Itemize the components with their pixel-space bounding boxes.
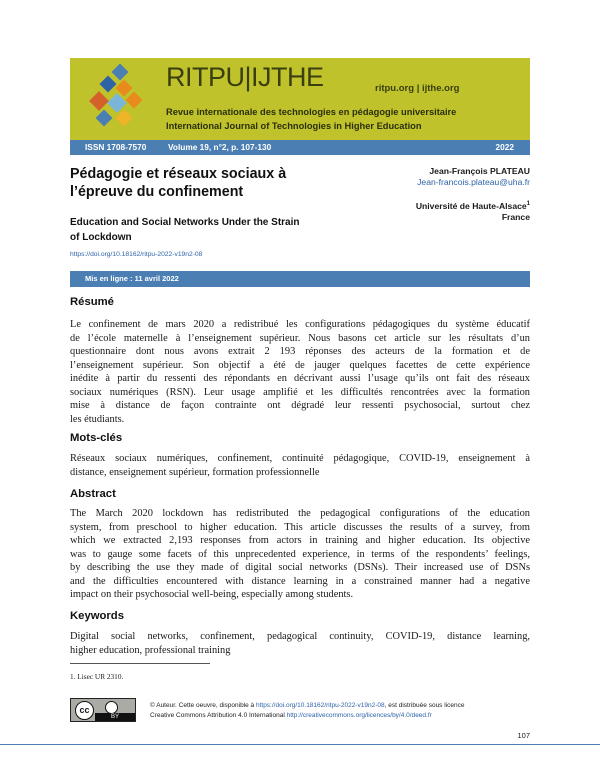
tagline-en: International Journal of Technologies in Higher Education bbox=[166, 121, 422, 131]
issn: ISSN 1708-7570 bbox=[85, 142, 147, 152]
text-line: by describing the use they made of digital social networks (DSNs). Their increased use of DSNs bbox=[70, 562, 530, 573]
text-line: and the difficulties encountered with distance learning in a constrained manner had a negative bbox=[70, 575, 530, 587]
text-line: system, from preschool to higher education. This article discusses the results of a survey, from bbox=[70, 521, 530, 533]
cc-circle: cc bbox=[75, 701, 94, 720]
text-line: distance, enseignement supérieur, formation professionnelle bbox=[70, 466, 320, 478]
text-line: les étudiants. bbox=[70, 413, 125, 425]
text-line: l’enseignement supérieur. Son objectif a été de jauger quelques facettes de cette expérience bbox=[70, 359, 530, 371]
text-line: The March 2020 lockdown has redistributed the pedagogical configurations of the education bbox=[70, 508, 530, 519]
journal-brand: RITPU|IJTHE bbox=[166, 62, 324, 92]
text-line: which we extracted 2,193 responses from actors in training and higher education. Its objective bbox=[70, 535, 530, 546]
issn-bar bbox=[70, 140, 530, 155]
keywords-body bbox=[70, 630, 530, 657]
license-cc-link[interactable]: http://creativecommons.org/licences/by/4.0/deed.fr bbox=[286, 712, 432, 719]
license-text: © Auteur. Cette oeuvre, disponible à https://doi.org/10.18162/ritpu-2022-v19n2-08, est distribuée sous licence Creative Commons Attribution 4.0 International http://creativecommons.org/licences/by/4.0/deed.fr bbox=[150, 702, 465, 719]
article-title: Pédagogie et réseaux sociaux à l’épreuve du confinement bbox=[70, 166, 287, 200]
text-line: impact on their psychosocial well-being, especially among students. bbox=[70, 589, 354, 600]
year: 2022 bbox=[495, 142, 514, 152]
volume-info: Volume 19, n°2, p. 107-130 bbox=[168, 142, 272, 152]
author-block bbox=[416, 166, 530, 223]
author-email[interactable]: Jean-francois.plateau@uha.fr bbox=[417, 177, 530, 187]
footnote: 1. Lisec UR 2310. bbox=[70, 672, 124, 681]
abstract-heading: Abstract bbox=[70, 488, 116, 500]
resume-heading: Résumé bbox=[70, 296, 114, 308]
text-line: Le confinement de mars 2020 a redistribué les configurations pédagogiques du système éducatif bbox=[70, 319, 530, 330]
keywords-heading: Keywords bbox=[70, 610, 124, 622]
author-affiliation: Université de Haute-Alsace$^1$ bbox=[415, 200, 530, 211]
text-line: de l’école maternelle à l’enseignement supérieur. Nous basons cet article sur les résultats d’un bbox=[70, 332, 530, 344]
by-label: BY bbox=[95, 713, 135, 721]
cc-by-license-icon[interactable] bbox=[70, 698, 136, 722]
article-title-en: Education and Social Networks Under the Strain of Lockdown bbox=[70, 217, 300, 243]
text-line: was to gauge some facets of this unprecedented experience, in terms of the respondents’ feelings, bbox=[70, 548, 530, 560]
doi-link[interactable]: https://doi.org/10.18162/ritpu-2022-v19n2-08 bbox=[70, 251, 203, 258]
resume-body bbox=[70, 318, 530, 426]
text-line: questionnaire dont nous avons extrait 2 193 réponses des acteurs de la formation et de bbox=[70, 346, 530, 357]
author-country: France bbox=[501, 211, 530, 222]
page-number: 107 bbox=[517, 731, 530, 740]
footer-rule bbox=[0, 744, 600, 745]
motscles-body bbox=[70, 452, 530, 479]
journal-url[interactable]: ritpu.org | ijthe.org bbox=[375, 83, 460, 94]
author-name: Jean-François PLATEAU bbox=[429, 166, 530, 176]
motscles-heading: Mots-clés bbox=[70, 432, 123, 444]
text-line: sociaux numériques (RSN). Leur usage amplifié et les difficultés rencontrées avec la formation bbox=[70, 386, 530, 398]
license-doi-link[interactable]: https://doi.org/10.18162/ritpu-2022-v19n2-08 bbox=[255, 702, 385, 709]
online-date-bar bbox=[70, 271, 530, 287]
text-line: Réseaux sociaux numériques, confinement, continuité pédagogique, COVID-19, enseignement à bbox=[70, 453, 530, 464]
journal-header bbox=[70, 58, 530, 140]
tagline-fr: Revue internationale des technologies en pédagogie universitaire bbox=[166, 107, 457, 117]
text-line: Digital social networks, confinement, pedagogical continuity, COVID-19, distance learning, bbox=[70, 631, 530, 642]
abstract-body bbox=[70, 507, 530, 602]
journal-logo-icon bbox=[84, 64, 154, 134]
text-line: higher education, professional training bbox=[70, 644, 231, 656]
footnote-rule bbox=[70, 663, 210, 664]
text-line: inédite à partir du ressenti des répondants en décrivant aussi l’usage qu’ils ont fait des réseaux bbox=[70, 373, 530, 384]
online-date: Mis en ligne : 11 avril 2022 bbox=[85, 274, 179, 283]
text-line: mise à distance de façon contrainte ont dégradé leur ressenti psychosocial, surtout chez bbox=[70, 400, 530, 411]
